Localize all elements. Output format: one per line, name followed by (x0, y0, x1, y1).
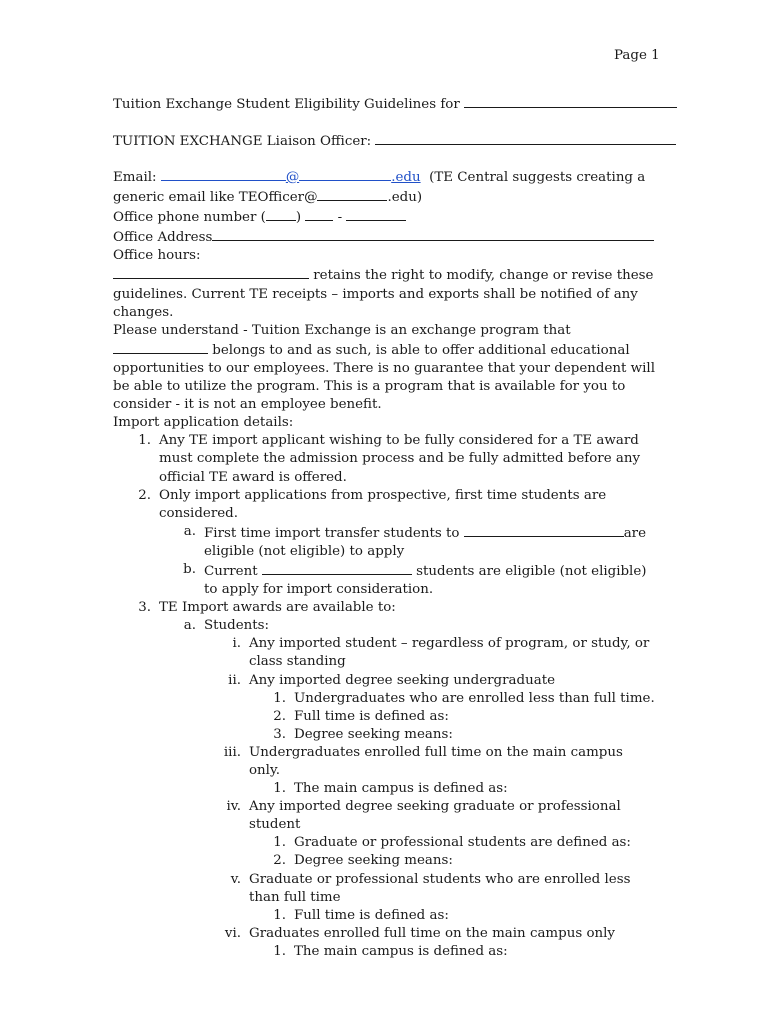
email-line (113, 167, 658, 187)
owner-blank (113, 340, 208, 354)
list-item: a. First time import transfer students to are eligible (not eligible) to apply (183, 523, 647, 559)
understand-paragraph: Please understand - Tuition Exchange is an exchange program that belongs to and as such, is able to offer additional educational opportunities to our employees. There is no guarantee that your dependent will be able to utilize the program. This is a program that is available for you to consider - it is not an employee benefit. (113, 322, 655, 413)
contact-block (113, 167, 658, 961)
list-item: 1. Graduate or professional students are defined as: (273, 835, 631, 851)
liaison-label: TUITION EXCHANGE Liaison Officer: (113, 134, 372, 149)
email-label: Email: (113, 170, 157, 185)
email-note: (TE Central suggests creating a (429, 170, 646, 185)
list-item: iv. Any imported degree seeking graduate or professional student (226, 799, 621, 833)
institution-name-blank (113, 265, 309, 279)
address-line: Office Address (113, 227, 658, 247)
area-code-blank (266, 207, 296, 221)
list-item: vi. Graduates enrolled full time on the main campus only (224, 925, 615, 941)
liaison-line (113, 131, 658, 151)
liaison-blank (375, 131, 676, 145)
generic-email-blank (317, 187, 387, 201)
email-note-line: generic email like TEOfficer@ .edu) (113, 187, 658, 207)
title-line (113, 94, 658, 114)
address-blank (212, 227, 654, 241)
list-item: 1. Any TE import applicant wishing to be fully considered for a TE award must complete the admission process and be fully admitted before any official TE award is offered. (138, 433, 641, 485)
institution-blank (464, 94, 677, 108)
list-item: iii. Undergraduates enrolled full time on the main campus only. (223, 744, 623, 778)
list-item: 1. The main campus is defined as: (273, 781, 508, 797)
document-title: Tuition Exchange Student Eligibility Guidelines for (113, 97, 460, 112)
phone-suffix-blank (346, 207, 406, 221)
current-institution-blank (262, 561, 412, 575)
hours-line: Office hours: (113, 248, 201, 264)
list-item: ii. Any imported degree seeking undergraduate (228, 672, 555, 688)
list-item: 2. Only import applications from prospective, first time students are considered. (138, 487, 607, 521)
list-item: a. Students: (183, 618, 270, 634)
list-item: 1. Undergraduates who are enrolled less than full time. (273, 690, 655, 706)
phone-line: Office phone number ( ) - (113, 207, 658, 227)
phone-prefix-blank (305, 207, 333, 221)
import-heading: Import application details: (113, 415, 294, 431)
list-item: 1. The main campus is defined as: (273, 943, 508, 959)
list-item: 2. Degree seeking means: (273, 853, 453, 869)
list-item: i. Any imported student – regardless of program, or study, or class standing (232, 636, 650, 670)
list-item: b. Current students are eligible (not eligible) to apply for import consideration. (183, 561, 647, 598)
retains-paragraph: retains the right to modify, change or revise these guidelines. Current TE receipts – imports and exports shall be notified of any changes. (113, 265, 658, 321)
email-domain-blank (299, 167, 391, 181)
email-user-blank (161, 167, 286, 181)
page-number: Page 1 (614, 48, 660, 63)
email-link[interactable]: @ .edu (161, 170, 421, 185)
transfer-institution-blank (464, 523, 624, 537)
list-item: 3. TE Import awards are available to: (138, 600, 396, 616)
list-item: v. Graduate or professional students who are enrolled less than full time (230, 871, 631, 905)
list-item: 1. Full time is defined as: (273, 907, 449, 923)
list-item: 3. Degree seeking means: (273, 726, 453, 742)
list-item: 2. Full time is defined as: (273, 708, 449, 724)
